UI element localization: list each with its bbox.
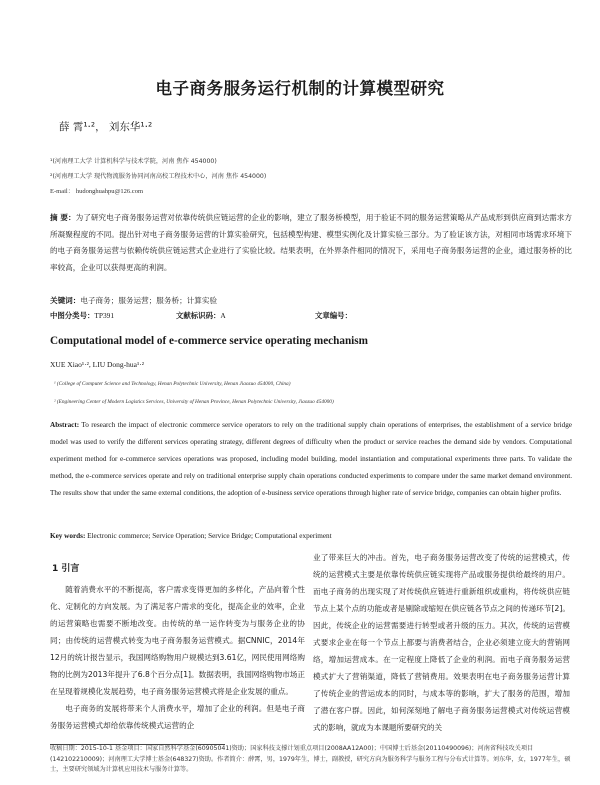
- doc-code-label: 文献标识码：: [176, 311, 221, 320]
- intro-right-column: [313, 549, 570, 736]
- abstract-en: [50, 417, 572, 502]
- section-heading-intro: 1 引言: [52, 564, 80, 574]
- affiliation-cn-2: ²(河南理工大学 现代物流服务协同河南高校工程技术中心，河南 焦作 454000): [50, 173, 267, 180]
- keywords-en-label: Key words:: [50, 532, 86, 540]
- abstract-cn-text: 为了研究电子商务服务运营对依靠传统供应链运营的企业的影响，建立了服务桥模型，用于验证不同的服务运营策略从产品成形到供应商到达需求方所凝聚程度的不同。提出针对电子商务服务运营的计算实验研究，包括模型构建、模型实例化及计算实验三部分。为了验证该方法，对相同市场需求环境下的电子商务服务运营与依赖传统供应链运营式企业进行了实验比较。结果表明，在外界条件相同的情况下，采用电子商务服务运营的企业，通过服务桥的比率较高，企业可以获得更高的利润。: [50, 213, 572, 272]
- authors-cn: 薛 霄¹·²， 刘东华¹·²: [59, 121, 153, 133]
- keywords-cn-text: 电子商务；服务运营；服务桥；计算实验: [80, 296, 218, 305]
- authors-en: XUE Xiao¹·², LIU Dong-hua¹·²: [50, 360, 144, 369]
- doc-code-value: A: [220, 311, 226, 320]
- keywords-en-text: Electronic commerce; Service Operation; Service Bridge; Computational experiment: [87, 532, 332, 540]
- abstract-en-text: To research the impact of electronic commerce service operators to rely on the traditional supply chain operations of enterprises, the establishment of a service bridge model was used to verify the different services operating strategy, different degrees of difficulty when the product or service reaches the demand side by vendors. Computational experiment method for e-commerce services operations was proposed, including model building, model instantiation and computational experiments three parts. To validate the method, the e-commerce services operate and rely on traditional enterprise supply chain operations conducted experiments to compare under the same market demand environment. The results show that under the same external conditions, the adoption of e-business service operations through higher rate of service bridge, companies can obtain higher profits.: [50, 421, 572, 497]
- paper-title-en: Computational model of e-commerce service operating mechanism: [50, 335, 368, 347]
- paper-title-cn: 电子商务服务运行机制的计算模型研究: [155, 79, 445, 98]
- intro-paragraph: 业了带来巨大的冲击。首先，电子商务服务运营改变了传统的运营模式，传统的运营模式主要是依靠传统供应链实现将产品或服务提供给最终的用户。而电子商务的出现实现了对传统供应链进行重新组织或重构，将传统供应链节点上某个点的功能或者是剔除或缩短在供应链各节点之间的传递环节[2]。因此，传统企业的运营需要进行转型或者升级的压力。其次，传统的运营模式要求企业在每一个节点上都要与消费者结合，企业必须建立庞大的营销网络，增加运营成本。在一定程度上降低了企业的利润。而电子商务服务运营模式扩大了营销渠道，降低了营销费用。效果表明在电子商务服务运营计算了传统企业的营运成本的同时，与成本等的影响，扩大了服务的范围，增加了潜在客户群。因此，如何深刻地了解电子商务服务运营模式对传统运营模式的影响，就成为本课题所要研究的关: [313, 553, 570, 732]
- keywords-cn: [50, 295, 217, 306]
- intro-left-column: [50, 581, 305, 734]
- author-email: E-mail： hudonghuahpu@126.com: [50, 188, 143, 195]
- abstract-en-label: Abstract:: [50, 421, 80, 429]
- article-number-label: 文章编号：: [315, 311, 352, 320]
- affiliation-en-2: ² (Engineering Center of Modern Logistics Services, University of Henan Province, Henan Polytechnic University, Jiaozuo 454000): [54, 399, 334, 405]
- intro-paragraph: 电子商务的发展将带来个人消费水平，增加了企业的利润。但是电子商务服务运营模式却给依靠传统模式运营的企: [50, 704, 305, 730]
- intro-paragraph: 随着消费水平的不断提高，客户需求变得更加的多样化，产品向着个性化、定制化的方向发展。为了满足客户需求的变化，提高企业的效率，企业的运营策略也需要不断地改变。由传统的单一运作转变为与服务企业的协同；由传统的运营模式转变为电子商务服务运营模式。据CNNIC，2014年12月的统计报告显示，我国网络购物用户规模达到3.61亿，网民使用网络购物的比例为2013年提升了6.8个百分点[1]。数据表明，我国网络购物市场正在呈现着规模化发展趋势，电子商务服务运营模式将是企业发展的重点。: [50, 585, 305, 696]
- abstract-cn-label: 摘 要：: [50, 213, 76, 222]
- clc-label: 中图分类号：: [50, 311, 95, 320]
- keywords-en: [50, 532, 332, 540]
- affiliation-cn-1: ¹(河南理工大学 计算机科学与技术学院，河南 焦作 454000): [50, 158, 217, 165]
- footnote: 收稿日期：2015-10-1 基金项目：国家自然科学基金(60905041)资助；国家科技支撑计划重点项目(2008AA12A00)；中国博士后基金(20110490096)；河南省科技攻关项目(142102210009)；河南理工大学博士基金(648327)资助。作者简介：薛霄，男，1979年生，博士，副教授，研究方向为服务科学与服务工程与分布式计算等。刘东华，女，1977年生，硕士，主要研究领域为计算机应用技术与服务计算等。: [50, 745, 571, 773]
- affiliation-en-1: ¹ (College of Computer Science and Technology, Henan Polytechnic University, Henan Jiaozuo 454000, China): [54, 381, 291, 387]
- keywords-cn-label: 关键词：: [50, 296, 81, 305]
- abstract-cn: [50, 210, 572, 276]
- clc-value: TP391: [94, 311, 115, 320]
